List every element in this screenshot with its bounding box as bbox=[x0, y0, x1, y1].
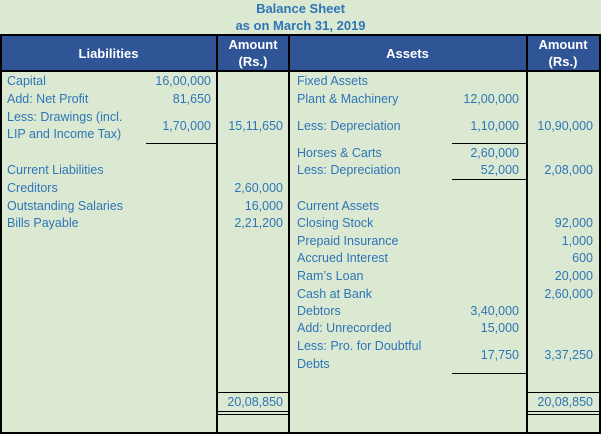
column-divider bbox=[216, 34, 218, 434]
header-amount-label: Amount bbox=[228, 37, 278, 52]
asset-label: Debts bbox=[297, 357, 330, 371]
header-rs-label: (Rs.) bbox=[548, 54, 578, 69]
asset-label: Add: Unrecorded bbox=[297, 321, 392, 335]
header-amount-liabilities bbox=[217, 35, 289, 71]
column-divider bbox=[288, 34, 290, 434]
header-amount-assets bbox=[527, 35, 599, 71]
liability-amount: 2,21,200 bbox=[234, 216, 283, 230]
asset-subamount: 17,750 bbox=[480, 348, 519, 362]
total-double-line bbox=[217, 411, 289, 412]
liability-heading: Current Liabilities bbox=[7, 163, 104, 177]
subtotal-line bbox=[452, 373, 527, 374]
liabilities-total: 20,08,850 bbox=[227, 395, 283, 409]
asset-amount: 10,90,000 bbox=[537, 119, 593, 133]
asset-amount: 2,60,000 bbox=[544, 287, 593, 301]
asset-label: Cash at Bank bbox=[297, 287, 373, 301]
liability-subamount: 1,70,000 bbox=[162, 119, 211, 133]
subtotal-line bbox=[452, 179, 527, 180]
asset-label: Plant & Machinery bbox=[297, 92, 399, 106]
asset-label: Ram’s Loan bbox=[297, 269, 364, 283]
asset-subamount: 52,000 bbox=[480, 163, 519, 177]
header-assets: Assets bbox=[289, 35, 526, 71]
liability-label: Less: Drawings (incl. bbox=[7, 110, 123, 124]
column-divider bbox=[526, 34, 528, 434]
asset-subamount: 15,000 bbox=[480, 321, 519, 335]
asset-amount: 600 bbox=[572, 251, 593, 265]
asset-subamount: 3,40,000 bbox=[470, 304, 519, 318]
header-rs-label: (Rs.) bbox=[238, 54, 268, 69]
sheet-subtitle: as on March 31, 2019 bbox=[235, 18, 366, 33]
liability-subamount: 16,00,000 bbox=[155, 74, 211, 88]
asset-amount: 20,000 bbox=[554, 269, 593, 283]
asset-label: Less: Depreciation bbox=[297, 163, 401, 177]
asset-amount: 1,000 bbox=[561, 234, 593, 248]
asset-amount: 92,000 bbox=[554, 216, 593, 230]
asset-label: Less: Pro. for Doubtful bbox=[297, 339, 422, 353]
subtotal-line bbox=[146, 143, 217, 144]
liability-label: Capital bbox=[7, 74, 46, 88]
asset-subamount: 1,10,000 bbox=[470, 119, 519, 133]
total-double-line bbox=[217, 414, 289, 415]
sheet-title: Balance Sheet bbox=[256, 1, 345, 16]
asset-label: Horses & Carts bbox=[297, 146, 382, 160]
liability-label: Bills Payable bbox=[7, 216, 79, 230]
liability-label: Creditors bbox=[7, 181, 58, 195]
asset-label: Accrued Interest bbox=[297, 251, 389, 265]
subtotal-line bbox=[452, 143, 527, 144]
liability-amount: 2,60,000 bbox=[234, 181, 283, 195]
liability-subamount: 81,650 bbox=[172, 92, 211, 106]
total-double-line bbox=[527, 411, 599, 412]
liability-label: LIP and Income Tax) bbox=[7, 127, 122, 141]
total-line bbox=[527, 392, 599, 393]
asset-subamount: 2,60,000 bbox=[470, 146, 519, 160]
asset-heading: Fixed Assets bbox=[297, 74, 368, 88]
header-liabilities: Liabilities bbox=[0, 35, 217, 71]
asset-label: Prepaid Insurance bbox=[297, 234, 399, 248]
asset-label: Less: Depreciation bbox=[297, 119, 401, 133]
asset-amount: 2,08,000 bbox=[544, 163, 593, 177]
total-line bbox=[217, 392, 289, 393]
assets-total: 20,08,850 bbox=[537, 395, 593, 409]
header-bottom-border bbox=[0, 70, 601, 72]
header-amount-label: Amount bbox=[538, 37, 588, 52]
asset-label: Closing Stock bbox=[297, 216, 374, 230]
total-double-line bbox=[527, 414, 599, 415]
liability-label: Add: Net Profit bbox=[7, 92, 89, 106]
asset-amount: 3,37,250 bbox=[544, 348, 593, 362]
asset-label: Debtors bbox=[297, 304, 341, 318]
liability-label: Outstanding Salaries bbox=[7, 199, 124, 213]
asset-subamount: 12,00,000 bbox=[463, 92, 519, 106]
border-left bbox=[0, 34, 2, 434]
liability-amount: 16,000 bbox=[244, 199, 283, 213]
liability-amount: 15,11,650 bbox=[228, 119, 283, 133]
table-top-border bbox=[0, 34, 601, 36]
asset-heading: Current Assets bbox=[297, 199, 379, 213]
